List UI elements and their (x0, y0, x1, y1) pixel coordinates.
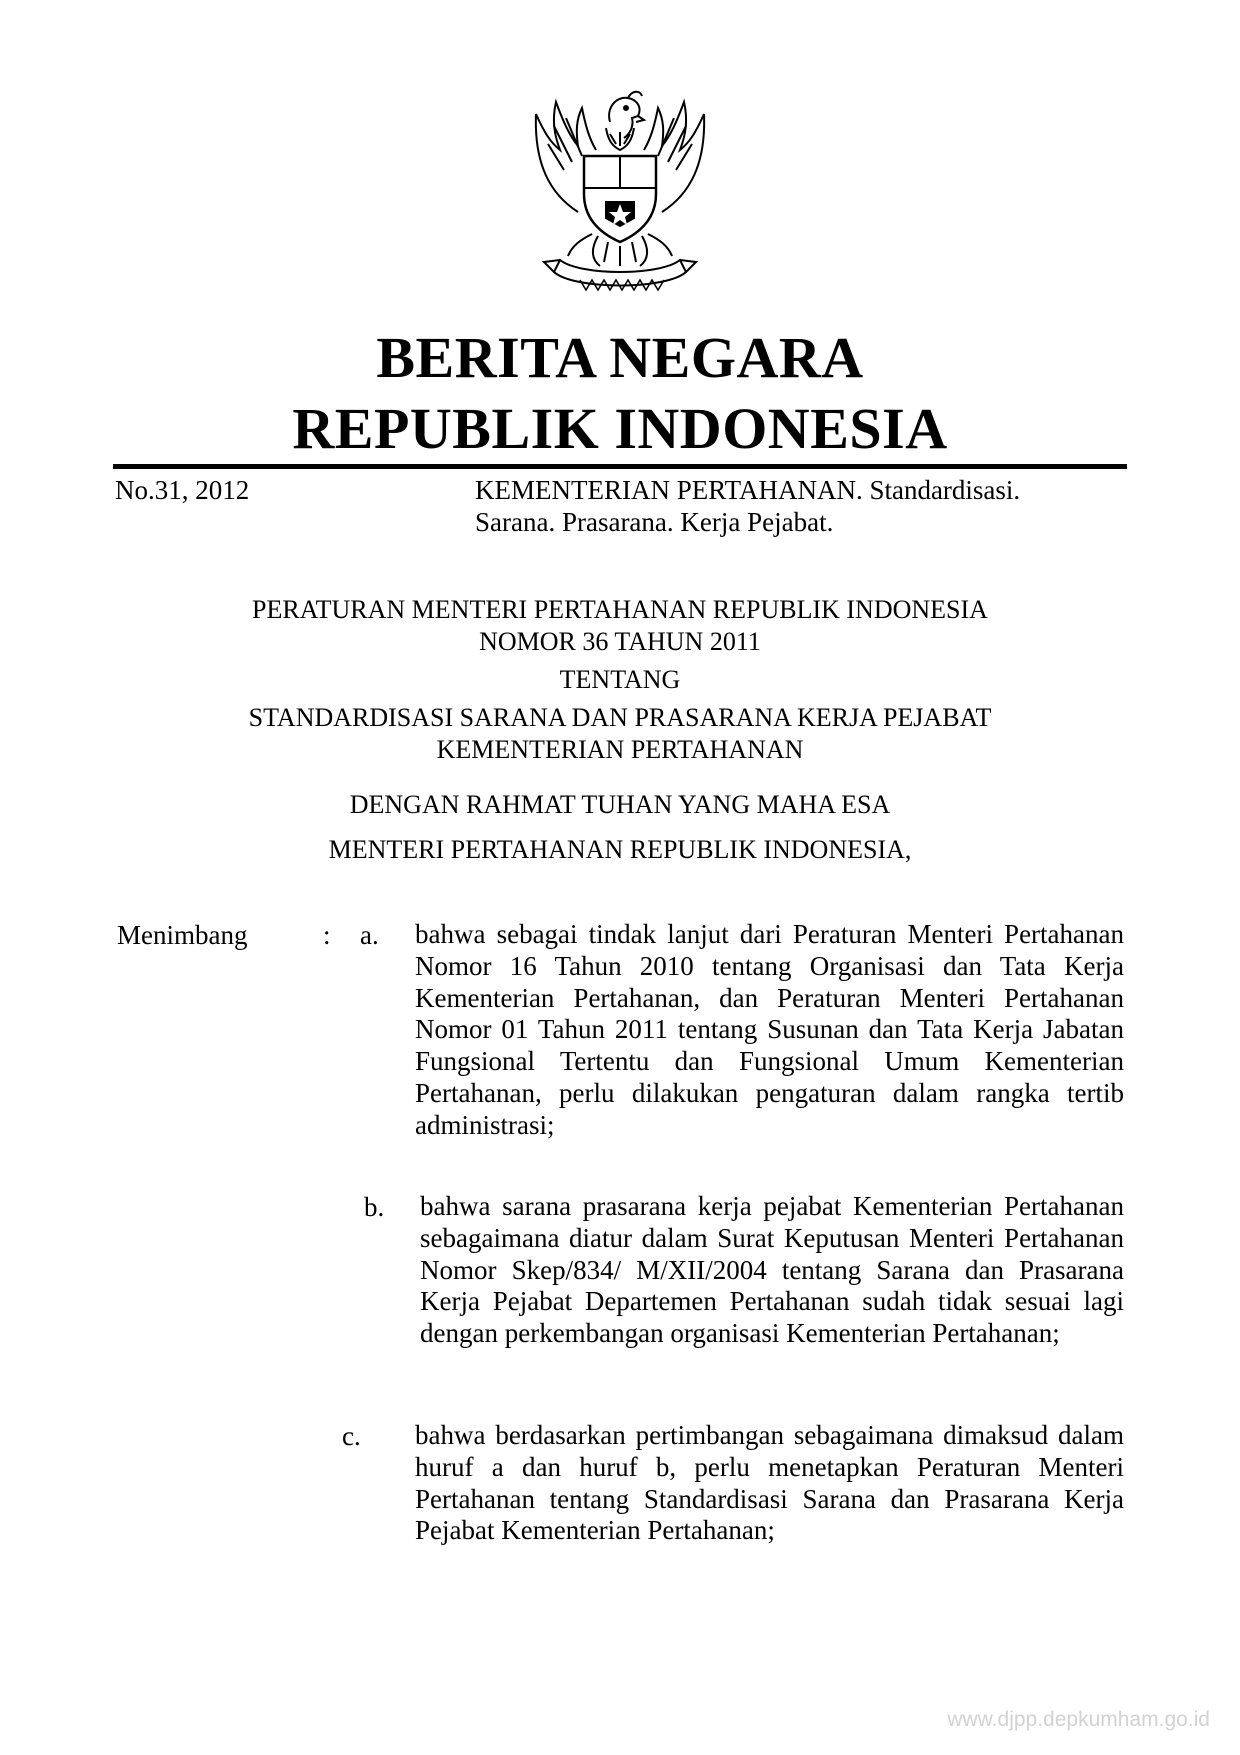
gazette-subject-line1: KEMENTERIAN PERTAHANAN. Standardisasi. (475, 475, 1021, 505)
regulation-subject-line1: STANDARDISASI SARANA DAN PRASARANA KERJA PEJABAT (248, 703, 992, 732)
item-marker-c: c. (342, 1421, 361, 1451)
gazette-number: No.31, 2012 (115, 475, 250, 505)
source-watermark: www.djpp.depkumham.go.id (947, 1708, 1210, 1731)
gazette-subtitle: REPUBLIK INDONESIA (292, 396, 948, 461)
garuda-emblem-icon (520, 84, 720, 296)
gazette-subject-line2: Sarana. Prasarana. Kerja Pejabat. (475, 507, 834, 537)
item-marker-b: b. (364, 1192, 385, 1222)
consideration-item-b: bahwa sarana prasarana kerja pejabat Kementerian Pertahanan sebagaimana diatur dalam Surat Keputusan Menteri Pertahanan Nomor Skep/834/ M/XII/2004 tentang Sarana dan Prasarana Kerja Pejabat Departemen Pertahanan sudah tidak sesuai lagi dengan perkembangan organisasi Kementerian Pertahanan; (420, 1191, 1124, 1349)
invocation: DENGAN RAHMAT TUHAN YANG MAHA ESA (349, 790, 891, 819)
regulation-subject-line2: KEMENTERIAN PERTAHANAN (436, 735, 804, 764)
gazette-title: BERITA NEGARA (376, 325, 864, 390)
regulation-tentang: TENTANG (559, 665, 681, 694)
menimbang-colon: : (323, 920, 331, 950)
consideration-item-a: bahwa sebagai tindak lanjut dari Peraturan Menteri Pertahanan Nomor 16 Tahun 2010 tentang Organisasi dan Tata Kerja Kementerian Pertahanan, dan Peraturan Menteri Pertahanan Nomor 01 Tahun 2011 tentang Susunan dan Tata Kerja Jabatan Fungsional Tertentu dan Fungsional Umum Kementerian Pertahanan, perlu dilakukan pengaturan dalam rangka tertib administrasi; (415, 919, 1124, 1140)
regulation-number: NOMOR 36 TAHUN 2011 (479, 627, 761, 656)
consideration-item-c: bahwa berdasarkan pertimbangan sebagaimana dimaksud dalam huruf a dan huruf b, perlu menetapkan Peraturan Menteri Pertahanan tentang Standardisasi Sarana dan Prasarana Kerja Pejabat Kementerian Pertahanan; (415, 1420, 1124, 1546)
menimbang-label: Menimbang (117, 920, 248, 950)
header-rule (113, 464, 1127, 469)
minister-heading: MENTERI PERTAHANAN REPUBLIK INDONESIA, (328, 835, 912, 864)
regulation-title: PERATURAN MENTERI PERTAHANAN REPUBLIK INDONESIA (252, 595, 988, 624)
item-marker-a: a. (360, 920, 379, 950)
